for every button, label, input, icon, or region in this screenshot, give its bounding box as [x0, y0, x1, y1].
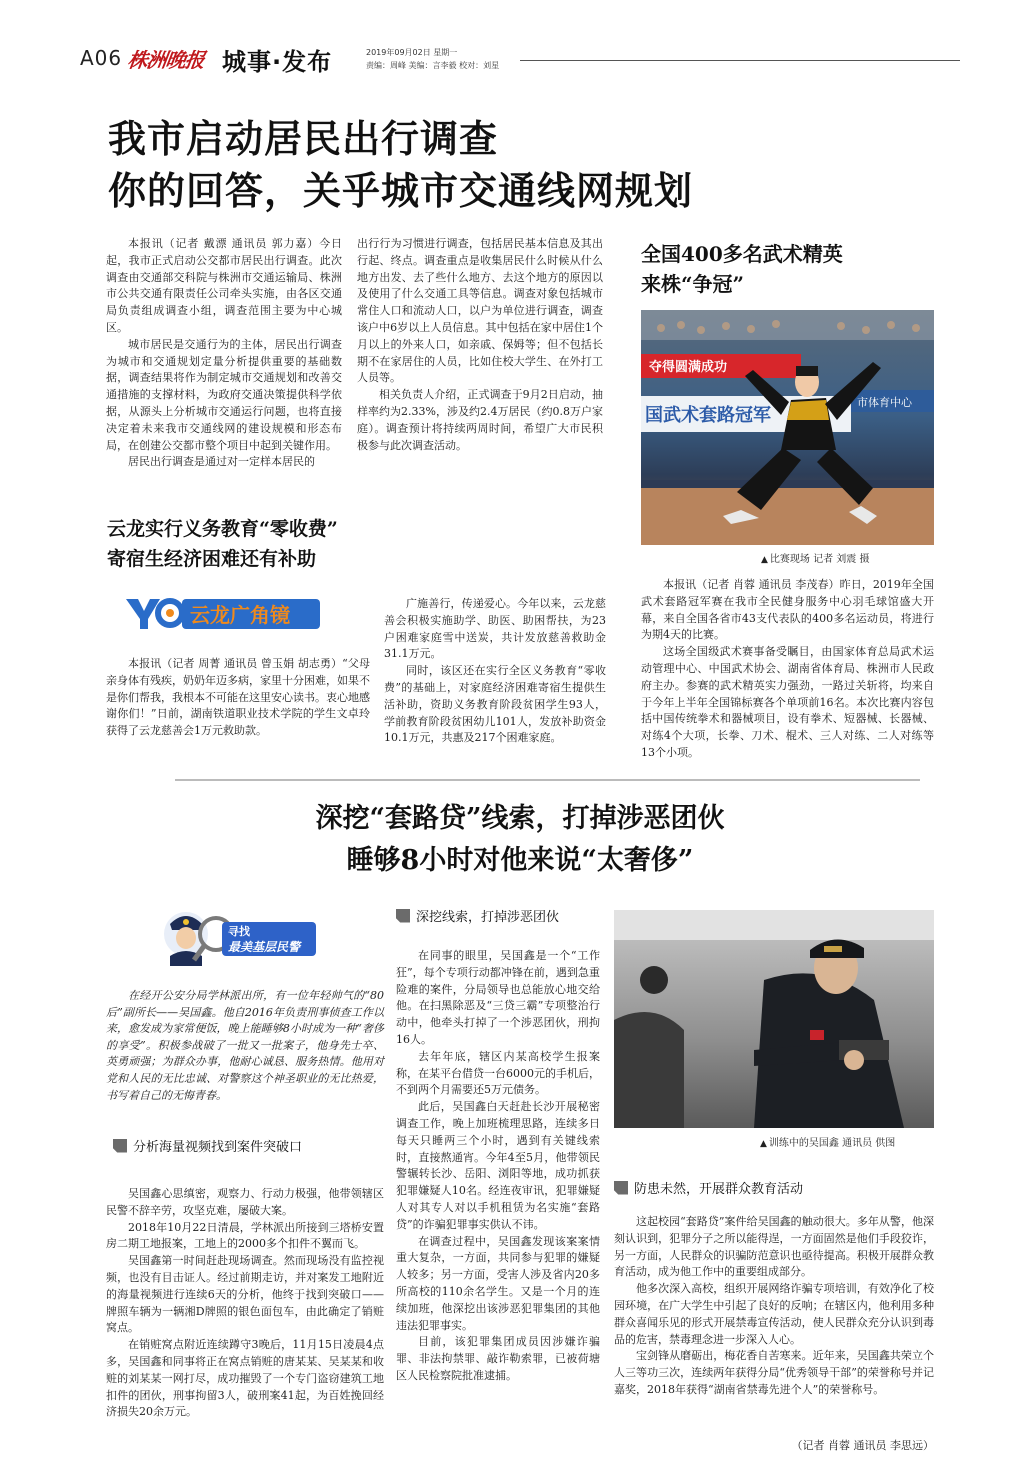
- police-badge-svg: [160, 906, 320, 970]
- police-photo-svg: [614, 910, 934, 1128]
- article4-intro: [106, 988, 384, 1104]
- paragraph: 同时，该区还在实行全区义务教育“零收费”的基础上，对家庭经济困难寄宿生提供生活补助，资助义务教育阶段贫困学生93人，学前教育阶段贫困幼儿101人，发放补助资金10.1万元，共惠及217个困难家庭。: [384, 664, 606, 745]
- paragraph: 本报讯（记者 戴漂 通讯员 郭力嘉）今日起，我市正式启动公交都市居民出行调查。此次调查由交通部交科院与株洲市交通运输局、株洲市公共交通有限责任公司牵头实施，由各区交通局负责组成调查小组，调查范围主要为中心城区。: [106, 237, 342, 334]
- article2-title-line1: 全国400多名武术精英: [641, 242, 843, 266]
- article4-byline: [780, 1438, 934, 1455]
- article3-column2: [384, 596, 606, 747]
- paragraph: 相关负责人介绍，正式调查于9月2日启动，抽样率约为2.33%，涉及约2.4万居民（约0.8万户家庭）。调查预计将持续两周时间，希望广大市民积极参与此次调查活动。: [357, 388, 603, 452]
- paragraph: 本报讯（记者 肖蓉 通讯员 李茂春）昨日，2019年全国武术套路冠军赛在我市全民健身服务中心羽毛球馆盛大开幕，来自全国各省市43支代表队的400多名运动员，将进行为期4天的比赛。: [641, 578, 934, 642]
- paragraph: 吴国鑫心思缜密，观察力、行动力极强，他带领辖区民警不辞辛劳，攻坚克难，屡破大案。: [106, 1187, 384, 1217]
- article2-title-line2: 来株“争冠”: [641, 272, 745, 296]
- wushu-photo-svg: [641, 310, 934, 545]
- article1-title-line1: 我市启动居民出行调查: [108, 117, 499, 161]
- photo-banner-text: 夺得圆满成功: [649, 360, 728, 375]
- photo-caption-text: 训练中的吴国鑫 通讯员 供图: [768, 1138, 896, 1149]
- paragraph: 在经开公安分局学林派出所，有一位年轻帅气的“80后”副所长——吴国鑫。他自2016年负责刑事侦查工作以来，愈发成为家常便饭，晚上能睡够8小时成为一种“奢侈的享受”。积极参战破了一批又一批案子，他身先士卒、英勇顽强；为群众办事，他耐心诚恳、服务热情。他用对党和人民的无比忠诚、对警察这个神圣职业的无比热爱，书写着自己的无悔青春。: [106, 989, 384, 1102]
- byline-text: （记者 肖蓉 通讯员 李思远）: [791, 1439, 934, 1452]
- subhead-marker-icon: [113, 1139, 127, 1153]
- photo-banner-text: 市体育中心: [857, 396, 912, 409]
- paragraph: 这场全国级武术赛事备受瞩目，由国家体育总局武术运动管理中心、中国武术协会、湖南省体育局、株洲市人民政府主办。参赛的武术精英实力强劲，一路过关斩将，均来自于今年上半年全国锦标赛各个单项前16名。本次比赛内容包括中国传统拳术和器械项目，设有拳术、短器械、长器械、对练4个大项，长拳、刀术、棍术、三人对练、二人对练等13个小项。: [641, 645, 934, 759]
- paragraph: 去年年底，辖区内某高校学生报案称，在某平台借贷一台6000元的手机后，不到两个月需要还5万元债务。: [396, 1049, 600, 1097]
- paragraph: 在同事的眼里，吴国鑫是一个“工作狂”，每个专项行动都冲锋在前，遇到急重险难的案件，分局领导也总能放心地交给他。在扫黑除恶及“三贷三霸”专项整治行动中，他牵头打掉了一个涉恶团伙，刑拘16人。: [396, 949, 600, 1046]
- yunlong-logo: [124, 595, 324, 631]
- paragraph: 他多次深入高校，组织开展网络诈骗专项培训，有效净化了校园环境，在广大学生中引起了良好的反响；在辖区内，他利用多种群众喜闻乐见的形式开展禁毒宣传活动，使人民群众充分认识到毒品的危害，禁毒理念进一步深入人心。: [614, 1282, 934, 1346]
- article4-subhead1: [113, 1136, 302, 1155]
- article3-title-line1: 云龙实行义务教育“零收费”: [107, 518, 338, 540]
- paragraph: 吴国鑫第一时间赶赴现场调查。然而现场没有监控视频，也没有目击证人。经过前期走访，并对案发工地附近的海量视频进行连续6天的分析，他终于找到突破口——牌照车辆为一辆湘D牌照的银色面包车，由此确定了销赃窝点。: [106, 1254, 384, 1335]
- subhead-marker-icon: [396, 909, 410, 923]
- paragraph: 出行行为习惯进行调查，包括居民基本信息及其出行起、终点。调查重点是收集居民什么时候从什么地方出发、去了些什么地方、去这个地方的原因以及使用了什么交通工具等信息。调查对象包括城市常住人口和流动人口，以户为单位进行调查，调查该户中6岁以上人员信息。其中包括在家中居住1个月以上的外来人口，如亲戚、保姆等；但不包括长期不在家居住的人员，比如住校大学生、在外打工人员等。: [357, 237, 603, 385]
- article3-column1: [106, 656, 370, 740]
- photo-banner-text: 国武术套路冠军: [645, 405, 771, 426]
- subhead-text: 深挖线索，打掉涉恶团伙: [416, 910, 560, 925]
- caption-arrow-icon: ▲: [761, 555, 768, 565]
- paragraph: 本报讯（记者 周菁 通讯员 曾玉娟 胡志勇）“父母亲身体有残疾，奶奶年迈多病，家里十分困难，如果不是你们帮我，我根本不可能在这里安心读书。衷心地感谢你们！”日前，湖南铁道职业技术学院的学生文卓玲获得了云龙慈善会1万元救助款。: [106, 657, 370, 738]
- article1-column2: [357, 236, 603, 454]
- article4-section2: [396, 948, 600, 1385]
- article2-body: [641, 577, 934, 762]
- paragraph: 居民出行调查是通过对一定样本居民的: [128, 455, 315, 469]
- badge-text: 寻找: [228, 925, 250, 938]
- photo-caption: [761, 550, 869, 565]
- paragraph: 此后，吴国鑫白天赶赴长沙开展秘密调查工作，晚上加班梳理思路，连续多日每天只睡两三个小时，遇到有关键线索时，直接熬通宵。今年4至5月，他带领民警辗转长沙、岳阳、浏阳等地，成功抓获犯罪嫌疑人10名。经连夜审讯，犯罪嫌疑人对其专人对以手机租赁为名实施“套路贷”的诈骗犯罪事实供认不讳。: [396, 1100, 600, 1231]
- article1-column1: [106, 236, 342, 471]
- badge-text: 最美基层民警: [228, 940, 301, 954]
- photo-caption-text: 比赛现场 记者 刘震 摄: [769, 554, 870, 565]
- yunlong-logo-svg: [124, 595, 324, 631]
- masthead-rule: [520, 60, 960, 61]
- caption-arrow-icon: ▲: [760, 1139, 767, 1149]
- paragraph: 广施善行，传递爱心。今年以来，云龙慈善会积极实施助学、助医、助困帮扶，为23户困难家庭雪中送炭，共计发放慈善救助金31.1万元。: [384, 597, 606, 661]
- issue-date: 2019年09月02日 星期一: [366, 48, 458, 57]
- page-number: A06: [80, 46, 123, 70]
- article4-title-line2: 睡够8小时对他来说“太奢侈”: [346, 845, 694, 876]
- paragraph: 城市居民是交通行为的主体，居民出行调查为城市和交通规划定量分析提供重要的基础数据，调查结果将作为制定城市交通规划和改善交通措施的支撑材料，为政府交通决策提供科学依据，从源头上分析城市交通运行问题，也将直接决定着未来我市交通线网的建设规模和形态布局，在创建公交都市整个项目中起到关键作用。: [106, 337, 342, 452]
- article4-subhead2: [396, 906, 559, 925]
- subhead-marker-icon: [614, 1181, 628, 1195]
- article4-section1: [106, 1186, 384, 1421]
- newspaper-logo: 株洲晚报: [126, 48, 206, 72]
- subhead-text: 分析海量视频找到案件突破口: [133, 1140, 303, 1155]
- photo-caption: [760, 1134, 895, 1149]
- paragraph: 2018年10月22日清晨，学林派出所接到三塔桥安置房二期工地报案，工地上的2000多个扣件不翼而飞。: [106, 1220, 384, 1251]
- section-divider: [175, 779, 920, 781]
- police-photo: [614, 910, 934, 1128]
- logo-text: 云龙广角镜: [190, 603, 290, 627]
- best-police-badge: [160, 906, 320, 970]
- paragraph: 在销赃窝点附近连续蹲守3晚后，11月15日凌晨4点多，吴国鑫和同事将正在窝点销赃的唐某某、吴某某和收赃的刘某某一网打尽，成功摧毁了一个专门盗窃建筑工地扣件的团伙，刑事拘留3人，破刑案41起，为百姓挽回经济损失20余万元。: [106, 1338, 384, 1419]
- article4-title-line1: 深挖“套路贷”线索，打掉涉恶团伙: [315, 803, 725, 834]
- article1-title-line2: 你的回答，关乎城市交通线网规划: [108, 169, 694, 213]
- paragraph: 宝剑锋从磨砺出，梅花香自苦寒来。近年来，吴国鑫共荣立个人三等功三次，连续两年获得分局“优秀领导干部”的荣誉称号并记嘉奖，2018年获得“湖南省禁毒先进个人”的荣誉称号。: [614, 1349, 934, 1396]
- article4-subhead3: [614, 1178, 803, 1197]
- article4-section3: [614, 1214, 934, 1399]
- paragraph: 在调查过程中，吴国鑫发现该案案情重大复杂，一方面，共同参与犯罪的嫌疑人较多；另一方面，受害人涉及省内20多所高校的110余名学生。又是一个月的连续加班，他深挖出该涉恶犯罪集团的其他违法犯罪事实。: [396, 1234, 600, 1332]
- paragraph: 目前，该犯罪集团成员因涉嫌诈骗罪、非法拘禁罪、敲诈勒索罪，已被荷塘区人民检察院批准逮捕。: [396, 1335, 600, 1382]
- paragraph: 这起校园“套路贷”案件给吴国鑫的触动很大。多年从警，他深刻认识到，犯罪分子之所以能得逞，一方面固然是他们手段狡诈，另一方面，人民群众的识骗防范意识也亟待提高。积极开展群众教育活动，成为他工作中的重要组成部分。: [614, 1215, 934, 1279]
- article3-title-line2: 寄宿生经济困难还有补助: [107, 548, 317, 570]
- subhead-text: 防患未然，开展群众教育活动: [634, 1182, 804, 1197]
- editor-credits: 责编：周峰 美编：言李毅 校对：刘星: [366, 61, 500, 70]
- wushu-photo: [641, 310, 934, 545]
- section-title: 城事·发布: [222, 48, 333, 76]
